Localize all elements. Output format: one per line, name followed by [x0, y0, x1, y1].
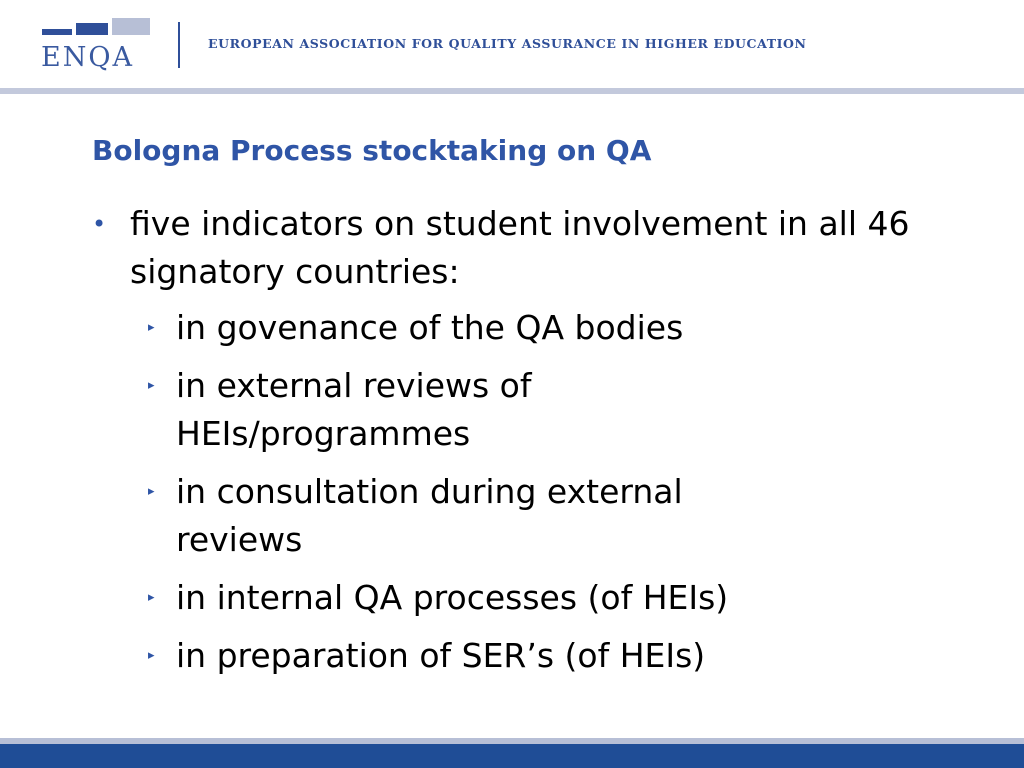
header-rule	[0, 88, 1024, 94]
logo-bars-icon	[42, 18, 150, 40]
sub-bullet-text: in preparation of SER’s (of HEIs)	[176, 636, 706, 675]
enqa-logo	[38, 18, 150, 72]
triangle-bullet-icon: ▸	[148, 484, 155, 499]
sub-bullet-item	[130, 362, 992, 458]
header-divider	[178, 22, 180, 68]
organization-name: EUROPEAN ASSOCIATION FOR QUALITY ASSURANCE IN HIGHER EDUCATION	[208, 36, 807, 51]
slide-title: Bologna Process stocktaking on QA	[92, 134, 652, 167]
sub-bullet-item	[130, 468, 992, 564]
sub-bullet-list	[92, 304, 992, 680]
bullet-dot-icon: •	[92, 210, 107, 238]
triangle-bullet-icon: ▸	[148, 320, 155, 335]
footer-band	[0, 744, 1024, 768]
sub-bullet-text: in external reviews of HEIs/programmes	[176, 366, 532, 453]
main-bullet-text: five indicators on student involvement in all 46 signatory countries:	[130, 204, 910, 291]
sub-bullet-text: in internal QA processes (of HEIs)	[176, 578, 729, 617]
sub-bullet-item	[130, 632, 992, 680]
triangle-bullet-icon: ▸	[148, 648, 155, 663]
slide-header	[0, 0, 1024, 88]
sub-bullet-text: in govenance of the QA bodies	[176, 308, 684, 347]
triangle-bullet-icon: ▸	[148, 590, 155, 605]
sub-bullet-item	[130, 304, 992, 352]
triangle-bullet-icon: ▸	[148, 378, 155, 393]
slide-content	[92, 200, 992, 690]
sub-bullet-item	[130, 574, 992, 622]
sub-bullet-text: in consultation during external reviews	[176, 472, 683, 559]
main-bullet-item	[92, 200, 992, 296]
logo-wordmark: ENQA	[41, 42, 134, 73]
